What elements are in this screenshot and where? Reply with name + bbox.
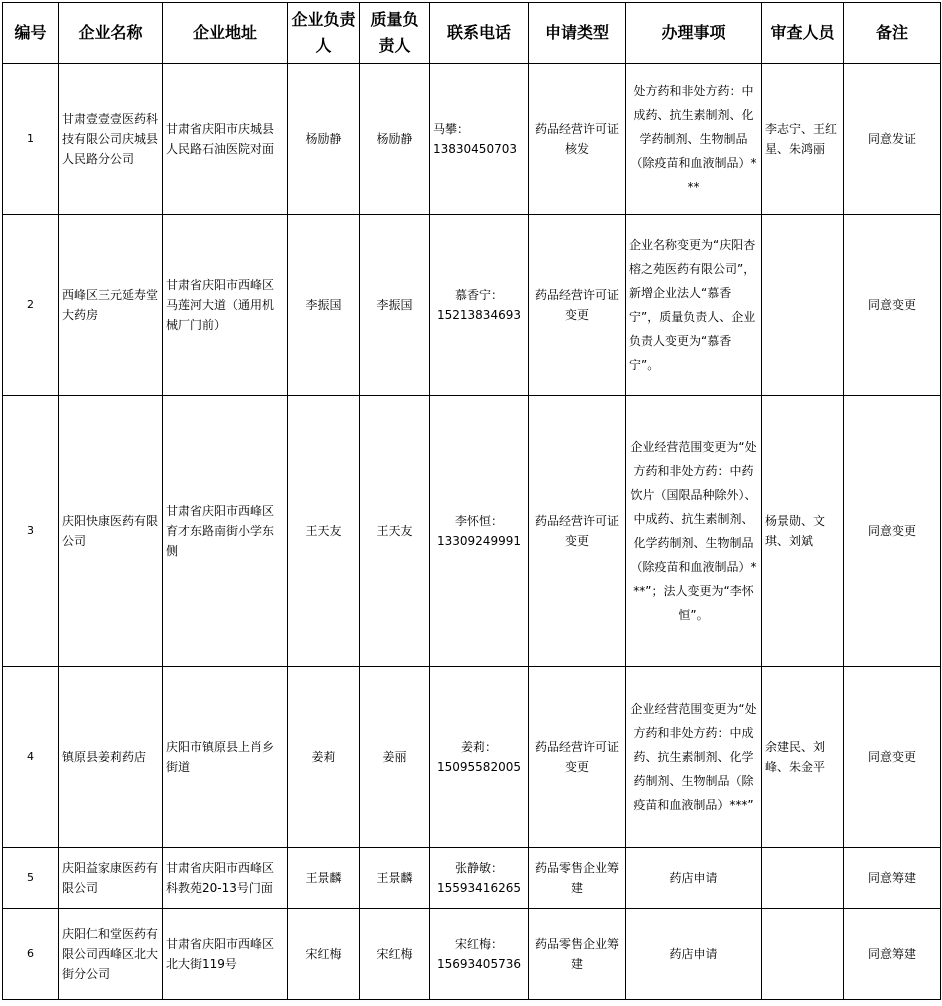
table-header-row: [3, 3, 941, 64]
cell-matter: 药店申请: [626, 848, 762, 909]
cell-no: 6: [3, 909, 59, 1000]
cell-quality: 宋红梅: [360, 909, 430, 1000]
cell-name: 镇原县姜莉药店: [59, 667, 163, 848]
cell-no: 4: [3, 667, 59, 848]
cell-type: 药品零售企业筹建: [529, 909, 626, 1000]
header-phone: 联系电话: [430, 3, 529, 64]
header-no: 编号: [3, 3, 59, 64]
cell-type: 药品经营许可证核发: [529, 64, 626, 215]
contact-number: 15593416265: [437, 881, 521, 895]
cell-remark: 同意筹建: [844, 848, 941, 909]
cell-quality: 王天友: [360, 396, 430, 667]
cell-address: 甘肃省庆阳市西峰区育才东路南街小学东侧: [163, 396, 288, 667]
contact-number: 13309249991: [437, 534, 521, 548]
cell-principal: 杨励静: [288, 64, 360, 215]
contact-number: 15693405736: [437, 957, 521, 971]
cell-remark: 同意变更: [844, 215, 941, 396]
cell-remark: 同意发证: [844, 64, 941, 215]
cell-type: 药品经营许可证变更: [529, 215, 626, 396]
contact-name: 慕香宁：: [454, 288, 503, 302]
table-row: [3, 667, 941, 848]
cell-name: 庆阳快康医药有限公司: [59, 396, 163, 667]
cell-reviewers: 李志宁、王红星、朱鸿丽: [762, 64, 844, 215]
cell-phone: [430, 64, 529, 215]
cell-quality: 王景麟: [360, 848, 430, 909]
cell-matter: 企业名称变更为“庆阳杏榕之苑医药有限公司”，新增企业法人“慕香宁”，质量负责人、企业负责人变更为“慕香宁”。: [626, 215, 762, 396]
cell-no: 5: [3, 848, 59, 909]
cell-principal: 王景麟: [288, 848, 360, 909]
cell-phone: [430, 909, 529, 1000]
header-matter: 办理事项: [626, 3, 762, 64]
cell-address: 甘肃省庆阳市西峰区科教苑20-13号门面: [163, 848, 288, 909]
header-quality: 质量负责人: [360, 3, 430, 64]
cell-phone: [430, 215, 529, 396]
cell-no: 2: [3, 215, 59, 396]
table-row: [3, 64, 941, 215]
cell-principal: 姜莉: [288, 667, 360, 848]
contact-number: 13830450703: [433, 142, 517, 156]
cell-phone: [430, 848, 529, 909]
contact-name: 姜莉：: [460, 740, 497, 754]
cell-no: 3: [3, 396, 59, 667]
cell-remark: 同意变更: [844, 667, 941, 848]
cell-principal: 宋红梅: [288, 909, 360, 1000]
contact-name: 宋红梅：: [454, 937, 503, 951]
cell-principal: 李振国: [288, 215, 360, 396]
cell-type: 药品零售企业筹建: [529, 848, 626, 909]
table-row: [3, 396, 941, 667]
cell-name: 庆阳仁和堂医药有限公司西峰区北大街分公司: [59, 909, 163, 1000]
header-remark: 备注: [844, 3, 941, 64]
contact-number: 15095582005: [437, 760, 521, 774]
cell-quality: 杨励静: [360, 64, 430, 215]
contact-name: 马攀：: [433, 122, 470, 136]
header-reviewers: 审查人员: [762, 3, 844, 64]
cell-phone: [430, 667, 529, 848]
cell-matter: 企业经营范围变更为“处方药和非处方药：中药饮片（国限品种除外）、中成药、抗生素制剂、化学药制剂、生物制品（除疫苗和血液制品）***”；法人变更为“李怀恒”。: [626, 396, 762, 667]
cell-quality: 姜丽: [360, 667, 430, 848]
cell-quality: 李振国: [360, 215, 430, 396]
table-row: [3, 215, 941, 396]
cell-phone: [430, 396, 529, 667]
cell-type: 药品经营许可证变更: [529, 396, 626, 667]
cell-principal: 王天友: [288, 396, 360, 667]
header-address: 企业地址: [163, 3, 288, 64]
cell-no: 1: [3, 64, 59, 215]
table-row: [3, 909, 941, 1000]
contact-name: 李怀恒：: [454, 514, 503, 528]
cell-reviewers: [762, 909, 844, 1000]
header-principal: 企业负责人: [288, 3, 360, 64]
header-type: 申请类型: [529, 3, 626, 64]
cell-name: 甘肃壹壹壹医药科技有限公司庆城县人民路分公司: [59, 64, 163, 215]
cell-matter: 企业经营范围变更为“处方药和非处方药：中成药、抗生素制剂、化学药制剂、生物制品（除疫苗和血液制品）***”: [626, 667, 762, 848]
cell-reviewers: [762, 848, 844, 909]
approval-table: [2, 2, 941, 1000]
cell-remark: 同意变更: [844, 396, 941, 667]
cell-address: 甘肃省庆阳市西峰区马莲河大道（通用机械厂门前）: [163, 215, 288, 396]
header-name: 企业名称: [59, 3, 163, 64]
cell-reviewers: 余建民、刘峰、朱金平: [762, 667, 844, 848]
cell-address: 庆阳市镇原县上肖乡街道: [163, 667, 288, 848]
contact-name: 张静敏：: [454, 861, 503, 875]
cell-address: 甘肃省庆阳市庆城县人民路石油医院对面: [163, 64, 288, 215]
cell-name: 庆阳益家康医药有限公司: [59, 848, 163, 909]
cell-address: 甘肃省庆阳市西峰区北大街119号: [163, 909, 288, 1000]
table-row: [3, 848, 941, 909]
cell-type: 药品经营许可证变更: [529, 667, 626, 848]
contact-number: 15213834693: [437, 308, 521, 322]
cell-name: 西峰区三元延寿堂大药房: [59, 215, 163, 396]
cell-remark: 同意筹建: [844, 909, 941, 1000]
cell-reviewers: [762, 215, 844, 396]
cell-matter: 处方药和非处方药：中成药、抗生素制剂、化学药制剂、生物制品（除疫苗和血液制品）***: [626, 64, 762, 215]
cell-matter: 药店申请: [626, 909, 762, 1000]
cell-reviewers: 杨景勋、文琪、刘斌: [762, 396, 844, 667]
